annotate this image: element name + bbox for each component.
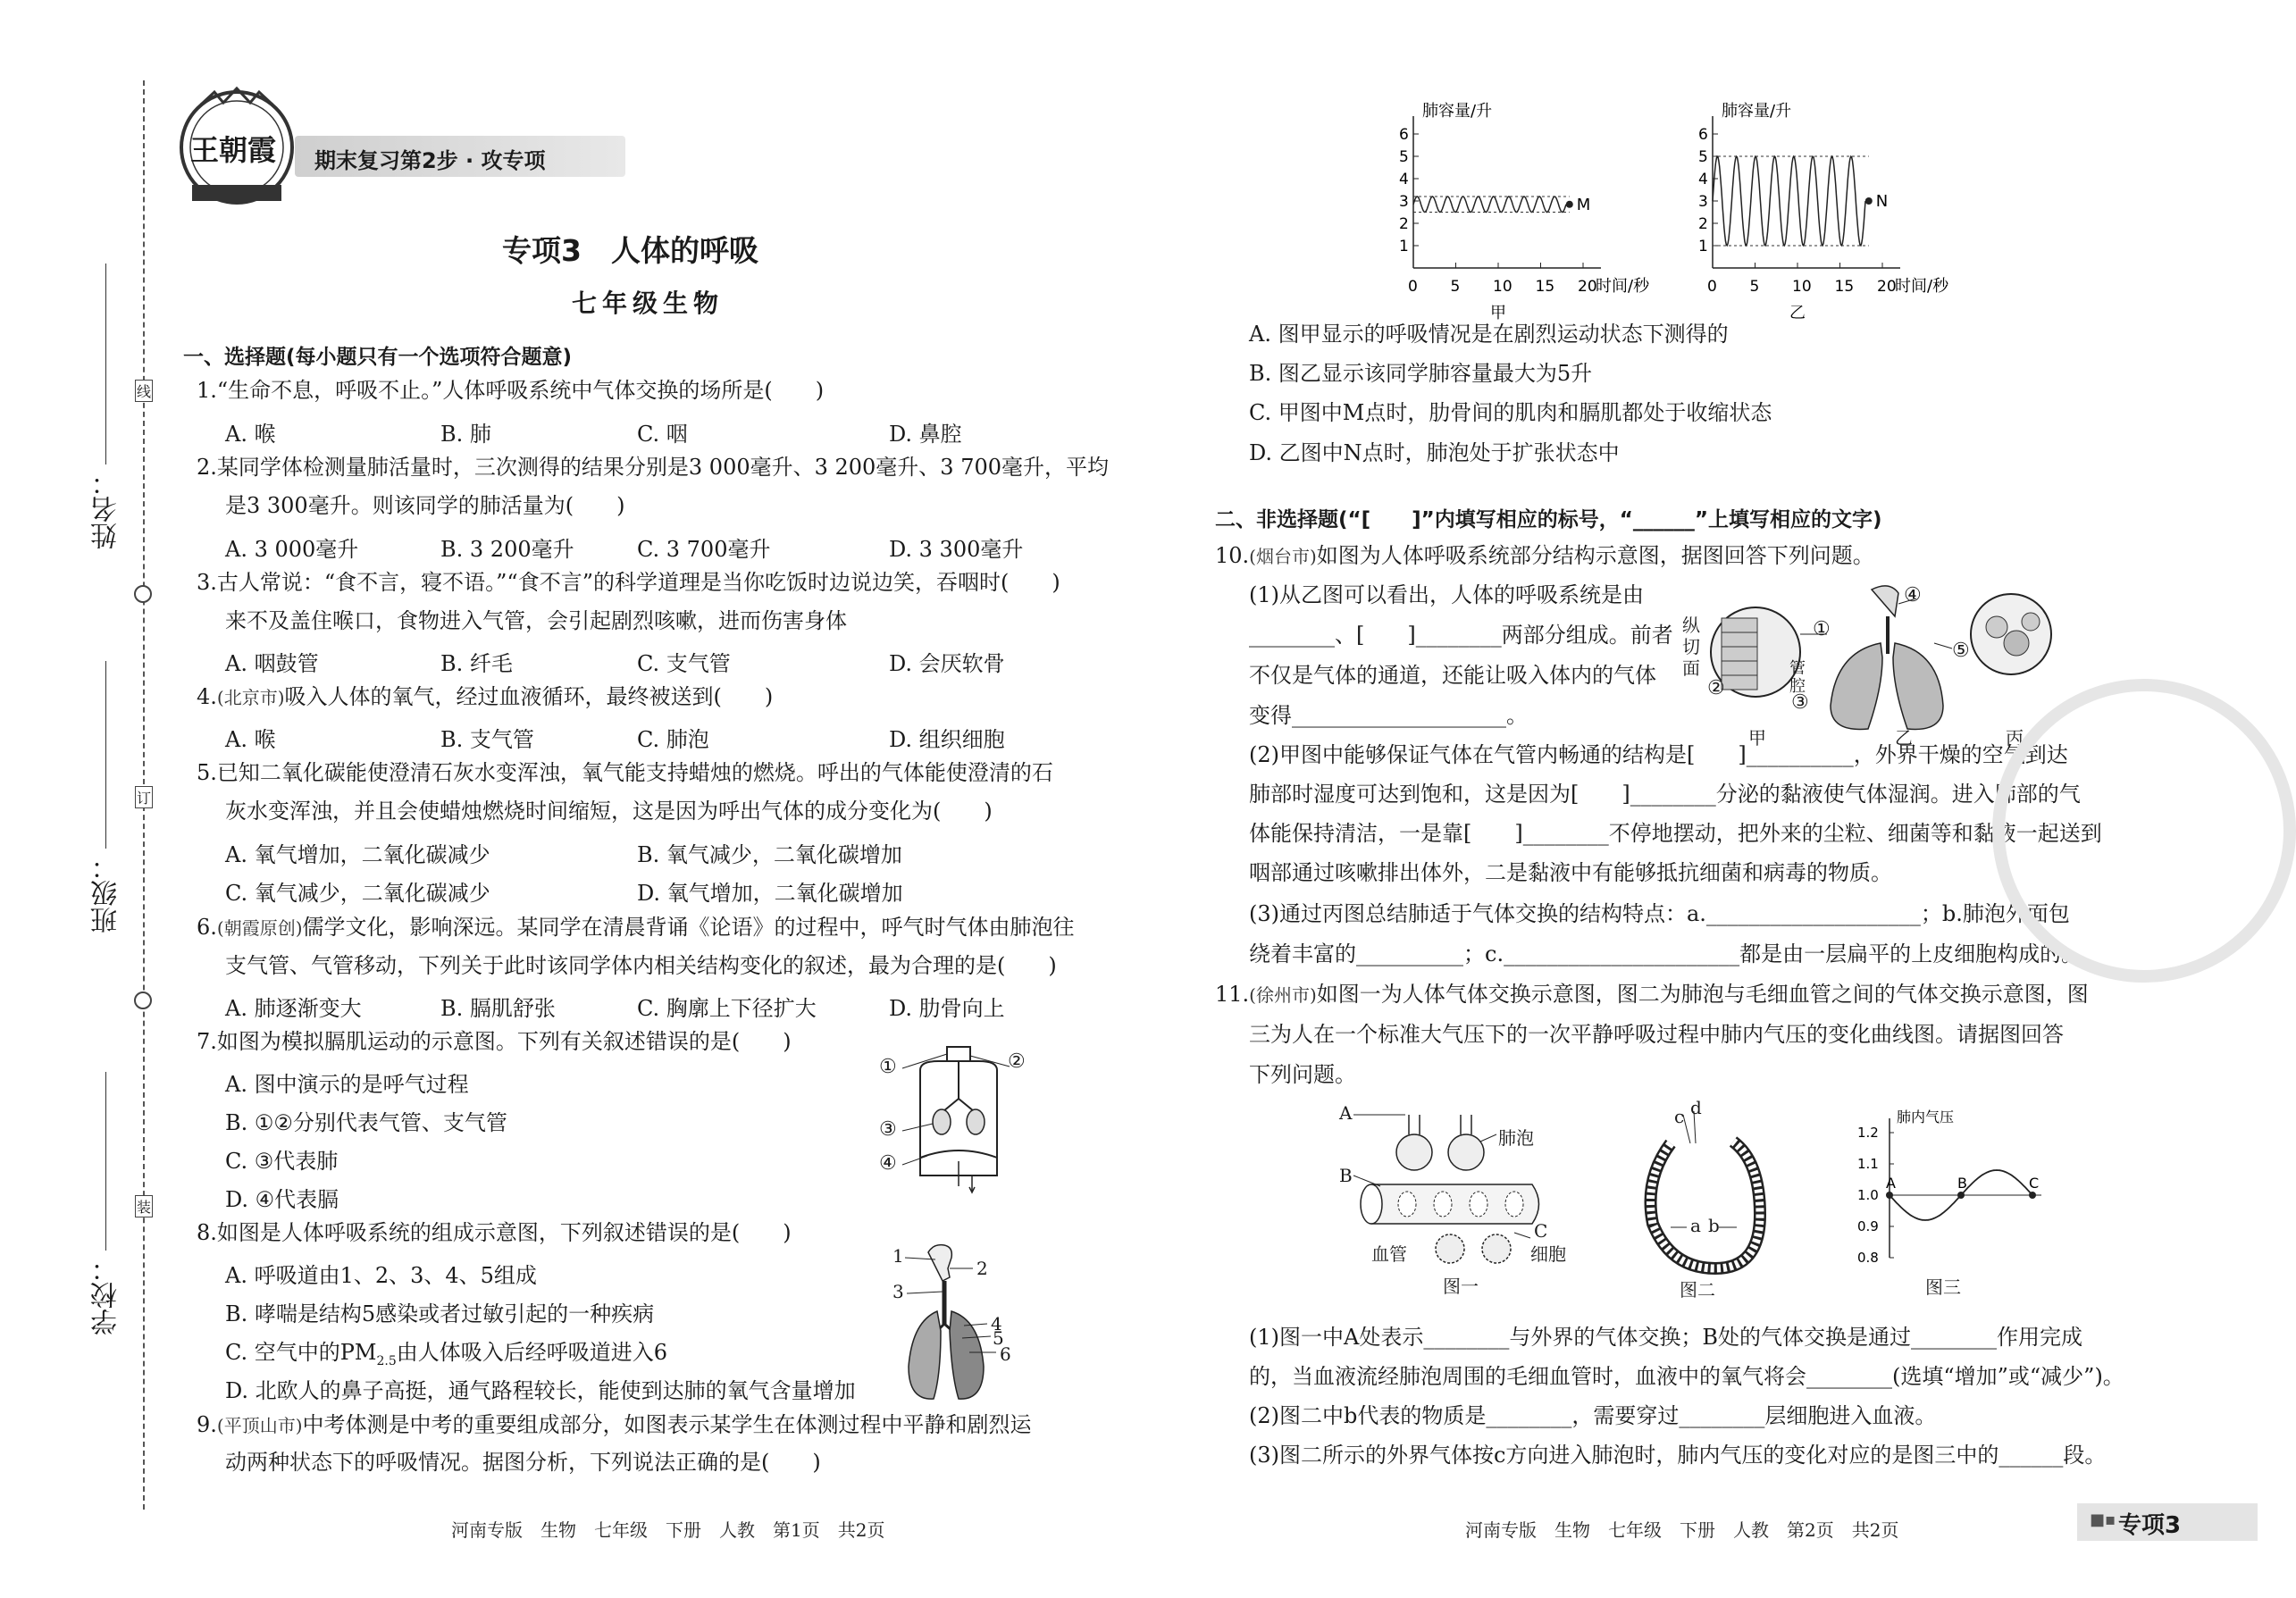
q9-stem-1 bbox=[197, 1411, 1032, 1439]
q5-stem-1: 5.已知二氧化碳能使澄清石灰水变浑浊，氧气能支持蜡烛的燃烧。呼出的气体能使澄清的石 bbox=[197, 760, 1053, 785]
banner bbox=[295, 136, 625, 177]
q4-option-b[interactable]: B. 支气管 bbox=[440, 727, 534, 752]
y-tick-label: 3 bbox=[1399, 193, 1409, 211]
q10-label-1: ① bbox=[1813, 618, 1831, 640]
q8-label-2: 2 bbox=[976, 1258, 988, 1279]
y-tick-label: 6 bbox=[1698, 126, 1708, 144]
x-tick-label: 20 bbox=[1877, 278, 1897, 296]
q8-label-5: 5 bbox=[993, 1327, 1004, 1349]
chart-yi bbox=[1675, 102, 1979, 322]
annotation-label: N bbox=[1875, 192, 1889, 211]
q5-option-a[interactable]: A. 氧气增加，二氧化碳减少 bbox=[225, 842, 490, 867]
x-tick-label: 5 bbox=[1749, 278, 1760, 296]
q6-source-tag: (朝霞原创) bbox=[216, 917, 303, 939]
q11-fig1-label-cell: 细胞 bbox=[1530, 1243, 1566, 1265]
q5-stem-2: 灰水变浑浊，并且会使蜡烛燃烧时间缩短，这是因为呼出气体的成分变化为( ) bbox=[225, 799, 993, 824]
y-tick-label: 4 bbox=[1698, 171, 1708, 188]
q11-fig2-label-d: d bbox=[1690, 1097, 1702, 1118]
x-tick-label: 20 bbox=[1578, 278, 1597, 296]
q2-option-d[interactable]: D. 3 300毫升 bbox=[889, 537, 1024, 562]
y-tick-label: 1.0 bbox=[1857, 1187, 1879, 1203]
q8-label-1: 1 bbox=[892, 1245, 904, 1267]
q11-caption-fig1: 图一 bbox=[1443, 1276, 1479, 1297]
q6-text-1: 儒学文化，影响深远。某同学在清晨背诵《论语》的过程中，呼气时气体由肺泡往 bbox=[302, 915, 1075, 940]
annotation-point bbox=[1865, 197, 1873, 205]
q6-option-c[interactable]: C. 胸廓上下径扩大 bbox=[637, 996, 817, 1021]
q7-option-d[interactable]: D. ④代表膈 bbox=[225, 1187, 339, 1212]
q10-label-mian: 面 bbox=[1682, 657, 1700, 679]
q10-p1b[interactable]: ________、[ ]________两部分组成。前者 bbox=[1249, 623, 1673, 648]
school-blank[interactable] bbox=[105, 1072, 106, 1251]
q9-text-1: 中考体测是中考的重要组成部分，如图表示某学生在体测过程中平静和剧烈运 bbox=[302, 1412, 1032, 1437]
q11-fig1-label-a: A bbox=[1339, 1102, 1353, 1124]
class-blank[interactable] bbox=[105, 661, 106, 849]
y-tick-label: 0.8 bbox=[1857, 1250, 1879, 1266]
q10-label-guan: 管 bbox=[1789, 659, 1806, 678]
x-tick-label: 15 bbox=[1535, 278, 1555, 296]
curve-point-label: B bbox=[1957, 1175, 1967, 1192]
curve-point bbox=[1886, 1192, 1893, 1199]
q10-figure bbox=[1682, 581, 2055, 749]
q1-stem: 1.“生命不息，呼吸不止。”人体呼吸系统中气体交换的场所是( ) bbox=[197, 378, 825, 403]
q10-label-5: ⑤ bbox=[1952, 640, 1970, 662]
q10-label-qiang: 腔 bbox=[1789, 677, 1806, 696]
q2-option-c[interactable]: C. 3 700毫升 bbox=[637, 537, 771, 562]
x-axis-label: 时间/秒 bbox=[1596, 277, 1650, 296]
q11-text-1: 如图一为人体气体交换示意图，图二为肺泡与毛细血管之间的气体交换示意图，图 bbox=[1316, 982, 2089, 1007]
badge-text: 专项3 bbox=[2118, 1512, 2182, 1539]
q2-stem-1: 2.某同学体检测量肺活量时，三次测得的结果分别是3 000毫升、3 200毫升、3 700毫升，平均 bbox=[197, 455, 1110, 480]
q11-number: 11. bbox=[1215, 982, 1250, 1007]
q8-option-c-rest: 由人体吸入后经呼吸道进入6 bbox=[396, 1340, 668, 1365]
q6-option-b[interactable]: B. 膈肌舒张 bbox=[440, 996, 556, 1021]
y-tick-label: 3 bbox=[1698, 193, 1708, 211]
q1-option-c[interactable]: C. 咽 bbox=[637, 422, 688, 447]
watermark-seal bbox=[1992, 679, 2296, 983]
page-title: 专项3 人体的呼吸 bbox=[502, 233, 758, 268]
x-axis-label: 时间/秒 bbox=[1895, 277, 1949, 296]
q10-p2a[interactable]: (2)甲图中能够保证气体在气管内畅通的结构是[ ]__________，外界干燥的空气到达 bbox=[1249, 742, 2068, 767]
q11-p3[interactable]: (3)图二所示的外界气体按c方向进入肺泡时，肺内气压的变化对应的是图三中的______段。 bbox=[1249, 1443, 2107, 1468]
q11-source-tag: (徐州市) bbox=[1249, 984, 1317, 1006]
q11-p2[interactable]: (2)图二中b代表的物质是________，需要穿过________层细胞进入血液。 bbox=[1249, 1403, 1937, 1428]
section-badge bbox=[2077, 1503, 2258, 1541]
q6-stem-2: 支气管、气管移动，下列关于此时该同学体内相关结构变化的叙述，最为合理的是( ) bbox=[225, 953, 1057, 978]
q11-stem-2: 三为人在一个标准大气压下的一次平静呼吸过程中肺内气压的变化曲线图。请据图回答 bbox=[1249, 1022, 2064, 1047]
q4-option-c[interactable]: C. 肺泡 bbox=[637, 727, 709, 752]
q7-option-c[interactable]: C. ③代表肺 bbox=[225, 1149, 339, 1174]
y-tick-label: 1.1 bbox=[1857, 1156, 1879, 1172]
y-tick-label: 1 bbox=[1399, 238, 1409, 255]
q10-label-2: ② bbox=[1707, 677, 1725, 699]
q4-option-a[interactable]: A. 喉 bbox=[225, 727, 276, 752]
q4-number: 4. bbox=[197, 684, 217, 709]
x-tick-label: 0 bbox=[1408, 278, 1418, 296]
q3-stem-1: 3.古人常说：“食不言，寝不语。”“食不言”的科学道理是当你吃饭时边说边笑，吞咽时( ) bbox=[197, 570, 1060, 595]
curve-point-label: A bbox=[1886, 1175, 1896, 1192]
curve-point-label: C bbox=[2029, 1175, 2040, 1192]
q7-option-a[interactable]: A. 图中演示的是呼气过程 bbox=[225, 1072, 469, 1097]
y-tick-label: 1 bbox=[1698, 238, 1708, 255]
q11-fig2-label-b: b bbox=[1708, 1215, 1720, 1236]
class-label: 班级： bbox=[91, 853, 122, 933]
q8-stem: 8.如图是人体呼吸系统的组成示意图，下列叙述错误的是( ) bbox=[197, 1220, 792, 1245]
q9-source-tag: (平顶山市) bbox=[216, 1415, 303, 1436]
q8-option-d[interactable]: D. 北欧人的鼻子高挺，通气路程较长，能使到达肺的氧气含量增加 bbox=[225, 1378, 856, 1403]
q7-label-4: ④ bbox=[879, 1152, 897, 1175]
footer-left: 河南专版 生物 七年级 下册 人教 第1页 共2页 bbox=[451, 1519, 885, 1541]
q11-figure-2 bbox=[1635, 1097, 1769, 1301]
binding-mark-mid: 订 bbox=[135, 786, 153, 808]
q7-bell-jar-figure bbox=[879, 1043, 1032, 1195]
q3-option-b[interactable]: B. 纤毛 bbox=[440, 651, 513, 676]
q9-stem-2: 动两种状态下的呼吸情况。据图分析，下列说法正确的是( ) bbox=[225, 1450, 821, 1475]
q11-caption-fig2: 图二 bbox=[1680, 1279, 1715, 1301]
curve-point bbox=[1957, 1192, 1965, 1199]
q6-number: 6. bbox=[197, 915, 217, 940]
footer-right: 河南专版 生物 七年级 下册 人教 第2页 共2页 bbox=[1465, 1519, 1899, 1541]
q10-label-3: ③ bbox=[1791, 691, 1809, 714]
q4-source-tag: (北京市) bbox=[216, 687, 285, 708]
q10-p2b[interactable]: 肺部时湿度可达到饱和，这是因为[ ]________分泌的黏液使气体湿润。进入肺部的气 bbox=[1249, 782, 2081, 807]
q9-option-d[interactable]: D. 乙图中N点时，肺泡处于扩张状态中 bbox=[1249, 440, 1620, 465]
x-tick-label: 10 bbox=[1792, 278, 1812, 296]
q10-p1a: (1)从乙图可以看出，人体的呼吸系统是由 bbox=[1249, 582, 1644, 607]
chart-caption: 甲 bbox=[1490, 304, 1506, 322]
banner-text: 期末复习第2步 · 攻专项 bbox=[314, 148, 546, 173]
y-axis-label: 肺容量/升 bbox=[1422, 102, 1493, 121]
q11-fig2-label-a: a bbox=[1690, 1215, 1701, 1236]
chart-jia bbox=[1376, 102, 1650, 322]
q10-caption-yi: 乙 bbox=[1895, 727, 1913, 749]
q10-source-tag: (烟台市) bbox=[1249, 546, 1317, 567]
name-label: 姓名： bbox=[91, 469, 122, 549]
q1-option-b[interactable]: B. 肺 bbox=[440, 422, 491, 447]
y-tick-label: 2 bbox=[1698, 215, 1708, 233]
q4-stem bbox=[197, 683, 773, 711]
q10-p3a[interactable]: (3)通过丙图总结肺适于气体交换的结构特点：a.____________________；b.肺泡外面包 bbox=[1249, 901, 2070, 926]
q5-option-b[interactable]: B. 氧气减少，二氧化碳增加 bbox=[637, 842, 902, 867]
binding-circle-1 bbox=[134, 585, 152, 603]
brand-name: 王朝霞 bbox=[190, 133, 277, 167]
x-tick-label: 0 bbox=[1707, 278, 1717, 296]
badge-dots-icon: ■▪ bbox=[2090, 1510, 2116, 1529]
chart-caption: 乙 bbox=[1789, 304, 1806, 322]
q5-option-d[interactable]: D. 氧气增加，二氧化碳增加 bbox=[637, 881, 903, 906]
q10-p2c[interactable]: 体能保持清洁，一是靠[ ]________不停地摆动，把外来的尘粒、细菌等和黏液一起送到 bbox=[1249, 821, 2102, 846]
x-tick-label: 15 bbox=[1834, 278, 1855, 296]
page-subtitle: 七年级生物 bbox=[572, 289, 725, 318]
q11-caption-fig3: 图三 bbox=[1925, 1276, 1961, 1298]
q9-option-c[interactable]: C. 甲图中M点时，肋骨间的肌肉和膈肌都处于收缩状态 bbox=[1249, 400, 1772, 425]
q10-stem bbox=[1215, 542, 1874, 570]
q8-label-3: 3 bbox=[892, 1281, 904, 1302]
binding-mark-top: 线 bbox=[135, 380, 153, 402]
q11-fig1-label-alveolus: 肺泡 bbox=[1498, 1127, 1534, 1149]
y-tick-label: 1.2 bbox=[1857, 1125, 1879, 1141]
x-tick-label: 10 bbox=[1493, 278, 1513, 296]
q10-p3b[interactable]: 绕着丰富的__________；c.______________________都是由一层扁平的上皮细胞构成的。 bbox=[1249, 941, 2083, 966]
y-tick-label: 4 bbox=[1399, 171, 1409, 188]
q11-stem-1 bbox=[1215, 981, 2089, 1008]
q3-option-c[interactable]: C. 支气管 bbox=[637, 651, 731, 676]
q10-p2d: 咽部通过咳嗽排出体外，二是黏液中有能够抵抗细菌和病毒的物质。 bbox=[1249, 860, 1892, 885]
section2-heading: 二、非选择题(“[ ]”内填写相应的标号，“______”上填写相应的文字) bbox=[1215, 508, 1882, 531]
q10-label-zong: 纵 bbox=[1682, 615, 1700, 636]
q9-option-a[interactable]: A. 图甲显示的呼吸情况是在剧烈运动状态下测得的 bbox=[1249, 322, 1729, 347]
q9-number: 9. bbox=[197, 1412, 217, 1437]
q4-option-d[interactable]: D. 组织细胞 bbox=[889, 727, 1005, 752]
q6-stem-1 bbox=[197, 914, 1075, 941]
q7-option-b[interactable]: B. ①②分别代表气管、支气管 bbox=[225, 1110, 507, 1135]
q6-option-d[interactable]: D. 肋骨向上 bbox=[889, 996, 1005, 1021]
q8-pm-subscript: 2.5 bbox=[376, 1353, 397, 1368]
q11-fig1-label-b: B bbox=[1339, 1165, 1353, 1186]
q8-label-4: 4 bbox=[991, 1313, 1002, 1334]
q8-respiratory-figure bbox=[892, 1242, 1032, 1411]
q10-text: 如图为人体呼吸系统部分结构示意图，据图回答下列问题。 bbox=[1316, 543, 1874, 568]
annotation-point bbox=[1566, 201, 1573, 208]
q3-stem-2: 来不及盖住喉口，食物进入气管，会引起剧烈咳嗽，进而伤害身体 bbox=[225, 608, 847, 633]
y-axis-label: 肺内气压 bbox=[1897, 1109, 1955, 1125]
q2-option-b[interactable]: B. 3 200毫升 bbox=[440, 537, 574, 562]
q10-caption-bing: 丙 bbox=[2006, 727, 2024, 749]
school-label: 学校： bbox=[91, 1255, 122, 1335]
y-tick-label: 5 bbox=[1399, 148, 1409, 166]
q11-p1a[interactable]: (1)图一中A处表示________与外界的气体交换；B处的气体交换是通过________作用完成 bbox=[1249, 1325, 2082, 1350]
q7-label-2: ② bbox=[1008, 1050, 1026, 1073]
q7-label-3: ③ bbox=[879, 1118, 897, 1141]
binding-circle-2 bbox=[134, 991, 152, 1009]
y-axis-label: 肺容量/升 bbox=[1722, 102, 1792, 121]
q1-option-d[interactable]: D. 鼻腔 bbox=[889, 422, 962, 447]
q8-label-6: 6 bbox=[1000, 1343, 1011, 1365]
curve-point bbox=[2029, 1192, 2036, 1199]
brand-logo bbox=[174, 85, 299, 210]
q11-chart-fig3 bbox=[1845, 1097, 2059, 1267]
q11-figure-1 bbox=[1339, 1102, 1577, 1297]
q10-caption-jia: 甲 bbox=[1748, 727, 1766, 749]
q5-option-c[interactable]: C. 氧气减少，二氧化碳减少 bbox=[225, 881, 490, 906]
q11-stem-3: 下列问题。 bbox=[1249, 1062, 1356, 1087]
y-tick-label: 5 bbox=[1698, 148, 1708, 166]
q10-number: 10. bbox=[1215, 543, 1250, 568]
q8-option-a[interactable]: A. 呼吸道由1、2、3、4、5组成 bbox=[225, 1263, 537, 1288]
q10-label-4: ④ bbox=[1904, 584, 1922, 607]
q11-p1b[interactable]: 的，当血液流经肺泡周围的毛细血管时，血液中的氧气将会________(选填“增加”或“减少”)。 bbox=[1249, 1364, 2124, 1389]
binding-mark-bot: 装 bbox=[135, 1195, 153, 1217]
section1-heading: 一、选择题(每小题只有一个选项符合题意) bbox=[183, 346, 573, 369]
lung-volume-line bbox=[1713, 156, 1865, 246]
q4-text: 吸入人体的氧气，经过血液循环，最终被送到( ) bbox=[284, 684, 774, 709]
lung-volume-line bbox=[1413, 197, 1566, 213]
q7-label-1: ① bbox=[879, 1056, 897, 1078]
annotation-label: M bbox=[1576, 195, 1591, 214]
q2-option-a[interactable]: A. 3 000毫升 bbox=[225, 537, 359, 562]
q6-option-a[interactable]: A. 肺逐渐变大 bbox=[225, 996, 362, 1021]
q3-option-d[interactable]: D. 会厌软骨 bbox=[889, 651, 1005, 676]
q9-option-b[interactable]: B. 图乙显示该同学肺容量最大为5升 bbox=[1249, 361, 1593, 386]
q11-fig1-label-vessel: 血管 bbox=[1371, 1243, 1407, 1265]
q10-p1d[interactable]: 变得____________________。 bbox=[1249, 703, 1528, 728]
q2-stem-2: 是3 300毫升。则该同学的肺活量为( ) bbox=[225, 493, 625, 518]
q1-option-a[interactable]: A. 喉 bbox=[225, 422, 276, 447]
q11-fig1-label-c: C bbox=[1534, 1220, 1548, 1242]
q10-p1c: 不仅是气体的通道，还能让吸入体内的气体 bbox=[1249, 663, 1656, 688]
q7-stem: 7.如图为模拟膈肌运动的示意图。下列有关叙述错误的是( ) bbox=[197, 1029, 792, 1054]
q11-fig2-label-c: c bbox=[1674, 1106, 1685, 1127]
y-tick-label: 0.9 bbox=[1857, 1218, 1879, 1234]
y-tick-label: 6 bbox=[1399, 126, 1409, 144]
q8-option-c-text: C. 空气中的PM bbox=[225, 1340, 377, 1365]
q8-option-c[interactable] bbox=[225, 1334, 667, 1368]
name-blank[interactable] bbox=[105, 264, 106, 464]
q10-label-qie: 切 bbox=[1682, 636, 1700, 657]
x-tick-label: 5 bbox=[1450, 278, 1461, 296]
q8-option-b[interactable]: B. 哮喘是结构5感染或者过敏引起的一种疾病 bbox=[225, 1301, 655, 1326]
q3-option-a[interactable]: A. 咽鼓管 bbox=[225, 651, 319, 676]
y-tick-label: 2 bbox=[1399, 215, 1409, 233]
